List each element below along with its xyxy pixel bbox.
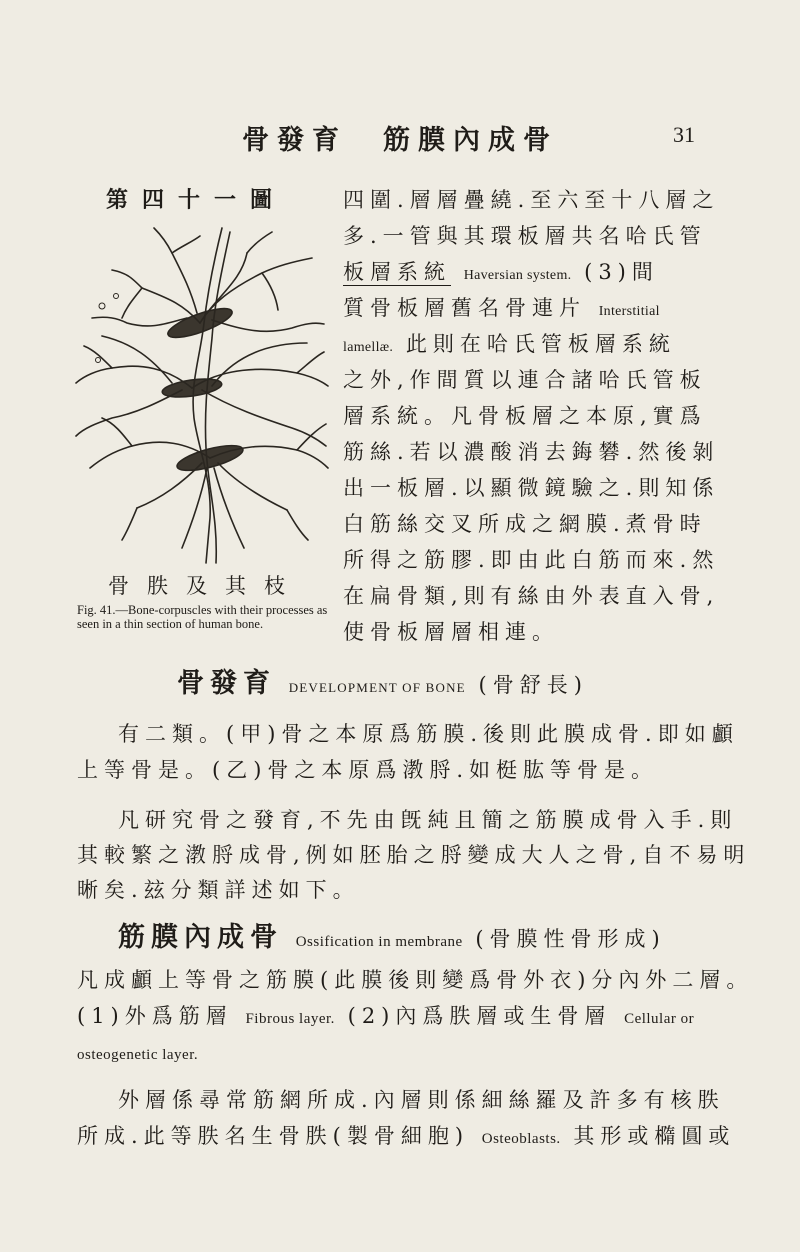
text-line: 四圍.層層疊繞.至六至十八層之 bbox=[343, 188, 720, 212]
term-interstitial-en: Interstitial bbox=[598, 304, 660, 319]
section-gloss: (骨膜性骨形成) bbox=[475, 927, 666, 951]
term-haversian-system-cn: 板層系統 bbox=[343, 260, 451, 284]
body-line: 凡研究骨之發育,不先由旣純且簡之筋膜成骨入手.則 bbox=[118, 808, 738, 832]
section-heading-development bbox=[177, 668, 588, 700]
text-line: 白筋絲交叉所成之網膜.煮骨時 bbox=[343, 512, 707, 536]
body-line: 有二類。(甲)骨之本原爲筋膜.後則此膜成骨.即如顱 bbox=[118, 722, 739, 746]
figure-title: 第四十一圖 bbox=[106, 187, 287, 213]
text-line: 在扁骨類,則有絲由外表直入骨, bbox=[343, 584, 720, 608]
term-osteogenetic-layer: osteogenetic layer. bbox=[77, 1047, 199, 1063]
text-segment: 所成.此等胅名生骨胅(製骨細胞) bbox=[77, 1124, 470, 1148]
text-line bbox=[343, 296, 660, 324]
section-title: 筋膜內成骨 bbox=[118, 922, 283, 953]
body-line: 外層係尋常筋網所成.內層則係細絲羅及許多有核胅 bbox=[118, 1088, 725, 1112]
term-osteoblasts: Osteoblasts. bbox=[481, 1131, 561, 1147]
text-line bbox=[343, 260, 659, 288]
text-segment: (2)內爲胅層或生骨層 bbox=[347, 1004, 612, 1028]
section-title-english: DEVELOPMENT OF BONE bbox=[288, 680, 466, 695]
text-line: 之外,作間質以連合諸哈氏管板 bbox=[343, 368, 707, 392]
section-title: 骨發育 bbox=[177, 668, 276, 699]
text-line: 使骨板層層相連。 bbox=[343, 620, 559, 644]
text-line: 多.一管與其環板層共名哈氏管 bbox=[343, 224, 707, 248]
body-line: 其較繁之漖脟成骨,例如胚胎之脟變成大人之骨,自不易明 bbox=[77, 843, 751, 867]
header-left: 骨發育 bbox=[242, 125, 347, 156]
term-lamellae: lamellæ. bbox=[343, 340, 394, 355]
text-line: 所得之筋膠.即由此白筋而來.然 bbox=[343, 548, 720, 572]
section-heading-membrane bbox=[118, 922, 666, 954]
text-line: 出一板層.以顯微鏡驗之.則知係 bbox=[343, 476, 720, 500]
body-line bbox=[77, 1124, 735, 1151]
body-line: 晰矣.玆分類詳述如下。 bbox=[77, 878, 360, 902]
figure-label: 骨胅及其枝 bbox=[108, 574, 303, 598]
text-segment: (1)外爲筋層 bbox=[77, 1004, 233, 1028]
term-interstitial-cn: 質骨板層舊名骨連片 bbox=[343, 296, 586, 320]
section-title-english: Ossification in membrane bbox=[295, 934, 463, 950]
text-segment: 其形或橢圓或 bbox=[573, 1124, 736, 1148]
body-line: 凡成顱上等骨之筋膜(此膜後則變爲骨外衣)分內外二層。 bbox=[77, 968, 754, 992]
text-line: 筋絲.若以濃酸消去鋂礬.然後剝 bbox=[343, 440, 720, 464]
body-line bbox=[77, 1004, 694, 1031]
term-cellular: Cellular or bbox=[624, 1011, 695, 1027]
section-gloss: (骨舒長) bbox=[478, 673, 588, 697]
figure-caption: Fig. 41.—Bone-corpuscles with their processes as seen in a thin section of human bone. bbox=[77, 603, 328, 631]
text-line bbox=[343, 332, 676, 360]
text-segment: 此則在哈氏管板層系統 bbox=[405, 332, 676, 356]
body-line bbox=[77, 1040, 198, 1067]
body-line: 上等骨是。(乙)骨之本原爲漖脟.如梃肱等骨是。 bbox=[77, 758, 659, 782]
bone-corpuscles-illustration bbox=[72, 218, 330, 568]
page-number: 31 bbox=[673, 122, 695, 147]
term-fibrous-layer: Fibrous layer. bbox=[245, 1011, 335, 1027]
header-right: 筋膜內成骨 bbox=[383, 125, 558, 156]
term-haversian-system-en: Haversian system. bbox=[463, 268, 572, 283]
term-interstitial-start: (3)間 bbox=[584, 260, 659, 284]
text-line: 層系統。凡骨板層之本原,實爲 bbox=[343, 404, 707, 428]
